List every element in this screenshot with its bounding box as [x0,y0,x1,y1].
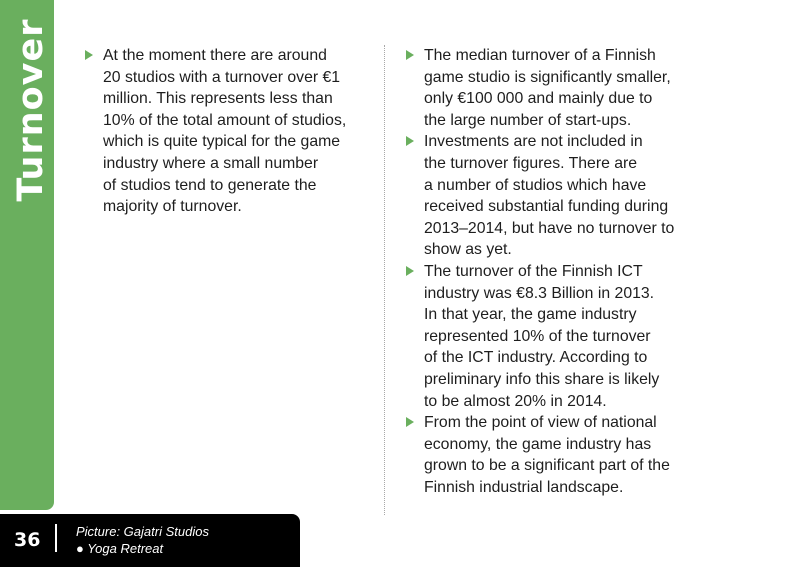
bullet-item [405,261,705,412]
text-line: the large number of start-ups. [424,111,632,129]
text-line: Investments are not included in [424,133,643,151]
bullet-arrow-icon [85,50,93,60]
bullet-item [405,412,705,498]
text-line: 20 studios with a turnover over €1 [103,68,341,86]
text-line: preliminary info this share is likely [424,370,660,388]
text-line: industry was €8.3 Billion in 2013. [424,284,655,302]
footer-bar [0,514,300,567]
text-line: From the point of view of national [424,414,657,432]
bullet-item [405,131,705,261]
text-line: to be almost 20% in 2014. [424,392,607,410]
bullet-item [84,45,376,218]
text-line: a number of studios which have [424,176,647,194]
text-line: industry where a small number [103,154,319,172]
text-line: only €100 000 and mainly due to [424,90,653,108]
section-title: Turnover [11,18,51,202]
picture-caption [76,523,209,557]
bullet-arrow-icon [406,136,414,146]
text-line: received substantial funding during [424,198,669,216]
bullet-item [405,45,705,131]
text-line: majority of turnover. [103,198,242,216]
text-line: show as yet. [424,241,512,259]
text-line: grown to be a significant part of the [424,457,670,475]
side-tab [0,0,54,510]
text-line: game studio is significantly smaller, [424,68,671,86]
right-column [405,45,705,498]
text-line: which is quite typical for the game [103,133,341,151]
text-line: of studios tend to generate the [103,176,317,194]
text-line: In that year, the game industry [424,306,637,324]
caption-title: ● Yoga Retreat [76,541,164,556]
column-divider [384,45,385,515]
text-line: The turnover of the Finnish ICT [424,262,643,280]
page-number: 36 [14,529,41,551]
text-line: 2013–2014, but have no turnover to [424,219,675,237]
text-line: of the ICT industry. According to [424,349,648,367]
text-line: economy, the game industry has [424,435,652,453]
text-line: represented 10% of the turnover [424,327,651,345]
text-line: 10% of the total amount of studios, [103,111,347,129]
bullet-arrow-icon [406,50,414,60]
left-column [84,45,376,218]
bullet-arrow-icon [406,266,414,276]
text-line: million. This represents less than [103,90,333,108]
text-line: the turnover figures. There are [424,154,638,172]
text-line: Finnish industrial landscape. [424,478,624,496]
text-line: The median turnover of a Finnish [424,47,656,64]
text-line: At the moment there are around [103,47,327,64]
caption-credit: Picture: Gajatri Studios [76,524,209,539]
footer-divider [55,524,57,552]
bullet-arrow-icon [406,417,414,427]
